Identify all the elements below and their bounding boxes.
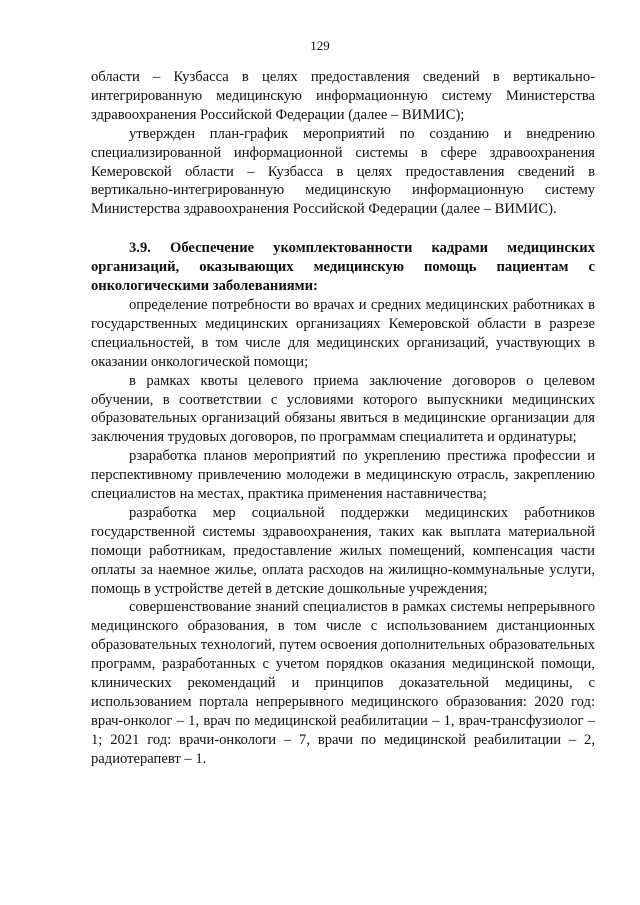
list-item: в рамках квоты целевого приема заключение договоров о целевом обучении, в соответствии с условиями которого выпускники медицинских образовательных организаций обязаны явиться в медицинские организации для заключения трудовых договоров, по программам специалитета и ординатуры; [91,372,595,446]
paragraph-continuation: области – Кузбасса в целях предоставления сведений в вертикально-интегрированную медицинскую информационную систему Министерства здравоохранения Российской Федерации (далее – ВИМИС); [91,69,595,123]
list-item: определение потребности во врачах и средних медицинских работниках в государственных медицинских организациях Кемеровской области в разрезе специальностей, в том числе для медицинских организаций, участвующих в оказании онкологической помощи; [91,296,595,370]
page-number: 129 [310,38,330,53]
paragraph-plan-schedule: утвержден план-график мероприятий по созданию и внедрению специализированной информационной системы в сфере здравоохранения Кемеровской области – Кузбасса в целях предоставления сведений в вертикально-интегрированную медицинскую информационную систему Министерства здравоохранения Российской Федерации (далее – ВИМИС). [91,125,595,218]
list-item: совершенствование знаний специалистов в рамках системы непрерывного медицинского образования, в том числе с использованием дистанционных образовательных технологий, путем освоения дополнительных образовательных программ, разработанных с учетом порядков оказания медицинской помощи, клинических рекомендаций и принципов доказательной медицины, с использованием портала непрерывного медицинского образования: 2020 год: врач-онколог – 1, врач по медицинской реабилитации – 1, врач-трансфузиолог – 1; 2021 год: врачи-онкологи – 7, врачи по медицинской реабилитации – 2, радиотерапевт – 1. [91,599,595,767]
document-body [91,68,595,769]
section-heading: 3.9. Обеспечение укомплектованности кадрами медицинских организаций, оказывающих медицинскую помощь пациентам с онкологическими заболеваниями: [91,240,595,295]
list-item: разработка мер социальной поддержки медицинских работников государственной системы здравоохранения, таких как выплата материальной помощи работникам, предоставление жилых помещений, компенсация части оплаты за наемное жилье, оплата расходов на жилищно-коммунальные услуги, помощь в устройстве детей в детские дошкольные учреждения; [91,504,595,597]
list-item: рзаработка планов мероприятий по укреплению престижа профессии и перспективному привлечению молодежи в медицинскую отрасль, закреплению специалистов на местах, практика применения наставничества; [91,448,595,503]
